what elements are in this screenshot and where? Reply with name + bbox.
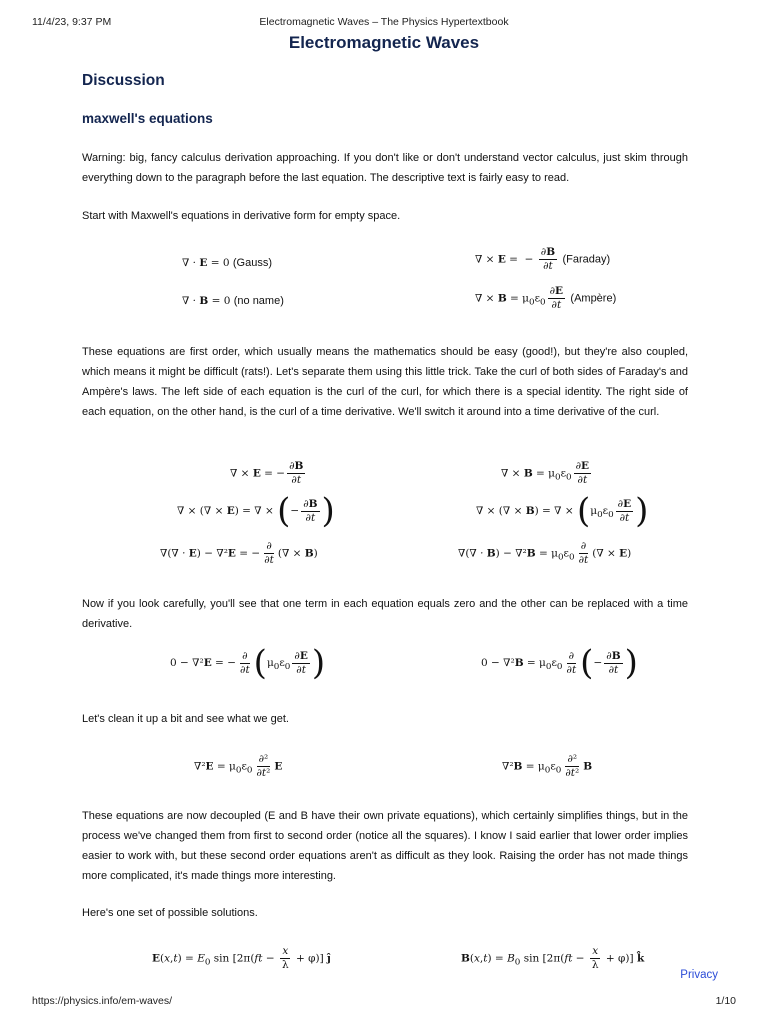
print-page-number: 1/10 [715,995,736,1007]
paragraph-decoupled: These equations are now decoupled (E and B have their own private equations), which certainly simplifies things, but in the process we've changed them from first to second order (notice all the squares). I know I said earlier that lower order implies easier to work with, but these second order equations aren't as difficult as they look. Raising the order has not made things more complicated, it's made things more interesting. [82,810,688,882]
subsection-heading: maxwell's equations [82,111,213,126]
equation-solution-b: $B(x,t) = B_0$ sin [2π(ft − $\frac{x}{\lambda}$ + φ)] k̂ [461,945,645,971]
print-timestamp: 11/4/23, 9:37 PM [32,16,112,28]
paragraph-zero-term: Now if you look carefully, you'll see that one term in each equation equals zero and the other can be replaced with a time derivative. [82,598,688,630]
equation-solution-e: $E(x,t) = E_0$ sin [2π(ft − $\frac{x}{\lambda}$ + φ)] ĵ [152,945,331,971]
equation-substituted-e: 0 − ∇²E = − $\frac{\partial}{\partial t}$ ($\mu_0\varepsilon_0$ $\frac{\partial E}{\partial t}$ ) [170,643,326,683]
section-heading: Discussion [82,72,165,89]
equation-wave-b: $\nabla^2B = \mu_0\varepsilon_0$ $\frac{\text{∂²}}{\text{∂t²}}$ B [502,753,593,779]
print-url: https://physics.info/em-waves/ [32,995,173,1007]
equation-no-name: ∇ · B = 0 (no name) [182,295,284,307]
equation-gauss: ∇ · E = 0 (Gauss) [182,257,272,269]
equation-ampere: ∇ × $B = \mu_0\varepsilon_0$ $\frac{\partial E}{\partial t}$ (Ampère) [475,285,617,311]
equation-curl-e-1: ∇ × E = − $\frac{\partial B}{\partial t}$ [230,460,304,486]
equation-curl-e-3: ∇(∇ · E) − ∇²E = − $\frac{\partial}{\partial t}$ (∇ × B) [160,540,318,566]
paragraph-warning: Warning: big, fancy calculus derivation approaching. If you don't like or don't understand vector calculus, just skim through everything down to the paragraph before the last equation. The descriptive text is fairly easy to read. [82,152,688,184]
print-footer [32,995,736,1009]
print-page-title: Electromagnetic Waves – The Physics Hypertextbook [259,16,509,28]
equation-wave-e: $\nabla^2E = \mu_0\varepsilon_0$ $\frac{\text{∂²}}{\text{∂t²}}$ E [194,753,283,779]
equation-curl-b-1: ∇ × $B = \mu_0\varepsilon_0$ $\frac{\partial E}{\partial t}$ [501,460,590,486]
privacy-link[interactable]: Privacy [680,969,718,981]
equation-faraday: ∇ × E = − $\frac{\partial B}{\partial t}$ (Faraday) [475,246,611,272]
equation-substituted-b: $0 - \nabla^2B = \mu_0\varepsilon_0$ $\frac{\partial}{\partial t}$ (− $\frac{\partial B}{\partial t}$ ) [481,643,638,683]
equation-curl-b-2: ∇ × (∇ × B) = ∇ × ($\mu_0\varepsilon_0$ $\frac{\partial E}{\partial t}$ ) [476,491,649,531]
paragraph-intro: Start with Maxwell's equations in derivative form for empty space. [82,210,401,222]
paragraph-curl-trick: These equations are first order, which usually means the mathematics should be easy (good!), but they're also coupled, which means it might be difficult (rats!). Let's separate them using this little trick. Take the curl of both sides of Faraday's and Ampère's laws. The left side of each equation is the curl of the curl, for which there is a special identity. The right side of each equation, on the other hand, is the curl of a time derivative. We'll switch it around into a time derivative of the curl. [82,346,688,418]
paragraph-solutions: Here's one set of possible solutions. [82,907,258,919]
print-header [32,16,736,30]
equation-curl-e-2: ∇ × (∇ × E) = ∇ × (− $\frac{\partial B}{\partial t}$ ) [177,491,335,531]
paragraph-clean-up: Let's clean it up a bit and see what we get. [82,713,289,725]
equation-curl-b-3: ∇(∇ · $B) - \nabla^2B = \mu_0\varepsilon_0$ $\frac{\partial}{\partial t}$ (∇ × E) [458,540,632,566]
page-title: Electromagnetic Waves [288,33,480,52]
